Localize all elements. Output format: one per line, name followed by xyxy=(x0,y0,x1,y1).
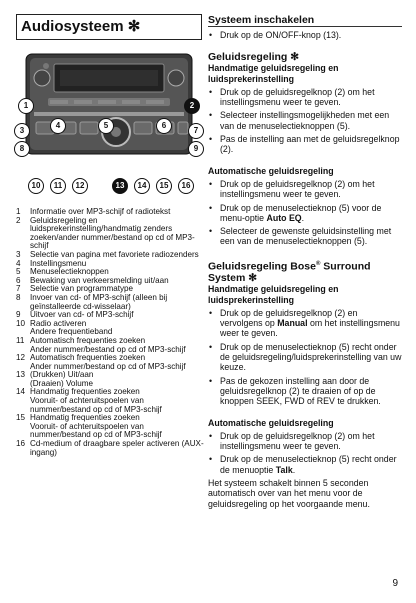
legend-row: 15 Handmatig frequenties zoeken xyxy=(16,413,140,423)
subsection-title: Automatische geluidsregeling xyxy=(208,165,334,176)
legend-row: 13 (Drukken) Uit/aan xyxy=(16,370,94,380)
list-item: • Selecteer de gewenste geluidsinstelling met een van de menuselectieknoppen (5). xyxy=(208,226,402,247)
legend-row: 14 Handmatig frequenties zoeken xyxy=(16,387,140,397)
callout-14: 14 xyxy=(134,178,150,194)
section-title-sound: Geluidsregeling ✻ xyxy=(208,51,300,64)
legend-row: (Draaien) Volume xyxy=(30,378,93,388)
subsection-title: Handmatige geluidsregeling en luidsprekerinstelling xyxy=(208,63,339,84)
radio-illustration xyxy=(16,46,202,190)
section-title-system-on: Systeem inschakelen xyxy=(208,14,315,26)
legend-row: 11 Automatisch frequenties zoeken xyxy=(16,335,146,345)
bullet-list xyxy=(208,431,402,475)
divider xyxy=(208,26,402,27)
legend-row: Ander nummer/bestand op cd of MP3-schijf xyxy=(30,361,186,371)
legend-row: 8 Invoer van cd- of MP3-schijf (alleen bij geïnstalleerde cd-wisselaar) xyxy=(16,292,168,311)
page-title: Audiosysteem ✻ xyxy=(16,14,202,40)
legend-row: 5 Menuselectieknoppen xyxy=(16,267,109,277)
right-column xyxy=(208,14,402,509)
radio-drawing xyxy=(16,46,202,160)
list-item: • Druk op de geluidsregelknop (2) om het instellingsmenu weer te geven. xyxy=(208,87,402,108)
legend-row: Vooruit- of achteruitspoelen van nummer/bestand op cd of MP3-schijf xyxy=(30,421,162,440)
callout-4: 4 xyxy=(50,118,66,134)
callout-3: 3 xyxy=(14,123,30,139)
legend-row: Ander nummer/bestand op cd of MP3-schijf xyxy=(30,344,186,354)
bullet-list xyxy=(208,308,402,407)
legend-row: 16 Cd-medium of draagbare speler activeren (AUX-ingang) xyxy=(16,439,204,457)
legend-list xyxy=(16,208,206,457)
legend-row: 2 Geluidsregeling en luidsprekerinstelling/handmatig zenders zoeken/ander nummer/bestand op cd of MP3-schijf xyxy=(16,215,195,251)
callout-7: 7 xyxy=(188,123,204,139)
callout-11: 11 xyxy=(50,178,66,194)
callout-9: 9 xyxy=(188,141,204,157)
list-item: • Druk op de menuselectieknop (5) recht onder de menuoptie Talk. xyxy=(208,454,402,475)
legend-row: 12 Automatisch frequenties zoeken xyxy=(16,353,146,363)
list-item: • Pas de gekozen instelling aan door de geluidsregelknop (2) te draaien of op de knoppen SEEK, FWD of REV te drukken. xyxy=(208,376,402,407)
legend-row: 3 Selectie van pagina met favoriete radiozenders xyxy=(16,249,199,259)
list-item: • Selecteer instellingsmogelijkheden met een van de menuselectieknoppen (5). xyxy=(208,110,402,131)
list-item: • Druk op de menuselectieknop (5) voor de menu-optie Auto EQ. xyxy=(208,203,402,224)
legend-row: 4 Instellingsmenu xyxy=(16,258,87,268)
bullet-list xyxy=(208,87,402,155)
legend-row: 9 Uitvoer van cd- of MP3-schijf xyxy=(16,310,134,320)
list-item: • Pas de instelling aan met de geluidsregelknop (2). xyxy=(208,134,402,155)
page-number: 9 xyxy=(392,578,398,589)
bullet-list xyxy=(208,30,402,40)
list-item: • Druk op de geluidsregelknop (2) en vervolgens op Manual om het instellingsmenu weer te geven. xyxy=(208,308,402,339)
list-item: • Druk op de geluidsregelknop (2) om het instellingsmenu weer te geven. xyxy=(208,179,402,200)
bullet-list xyxy=(208,179,402,247)
callout-5: 5 xyxy=(98,118,114,134)
legend-row: 10 Radio activeren xyxy=(16,318,87,328)
subsection-title: Automatische geluidsregeling xyxy=(208,417,334,428)
callout-15: 15 xyxy=(156,178,172,194)
legend-row: 7 Selectie van programmatype xyxy=(16,284,134,294)
list-item: • Druk op de menuselectieknop (5) recht onder de geluidsregeling/luidsprekerinstelling van uw keuze. xyxy=(208,342,402,373)
list-item: • Druk op de ON/OFF-knop (13). xyxy=(208,30,402,40)
list-item: • Druk op de geluidsregelknop (2) om het instellingsmenu weer te geven. xyxy=(208,431,402,452)
legend-row: 6 Bewaking van verkeersmelding uit/aan xyxy=(16,275,169,285)
section-title-bose: Geluidsregeling Bose® Surround System ✻ xyxy=(208,260,371,285)
callout-16: 16 xyxy=(178,178,194,194)
legend-row: 1 Informatie over MP3-schijf of radiotekst xyxy=(16,207,171,216)
callout-8: 8 xyxy=(14,141,30,157)
paragraph: Het systeem schakelt binnen 5 seconden automatisch over van het menu voor de geluidsregeling op het voorgaande menu. xyxy=(208,478,370,509)
callout-6: 6 xyxy=(156,118,172,134)
callout-10: 10 xyxy=(28,178,44,194)
callout-13: 13 xyxy=(112,178,128,194)
callout-2: 2 xyxy=(184,98,200,114)
subsection-title: Handmatige geluidsregeling en luidsprekerinstelling xyxy=(208,284,339,305)
legend-row: Andere frequentieband xyxy=(30,327,113,337)
callout-1: 1 xyxy=(18,98,34,114)
left-column xyxy=(16,14,202,457)
legend-row: Vooruit- of achteruitspoelen van nummer/bestand op cd of MP3-schijf xyxy=(30,396,162,414)
callout-12: 12 xyxy=(72,178,88,194)
